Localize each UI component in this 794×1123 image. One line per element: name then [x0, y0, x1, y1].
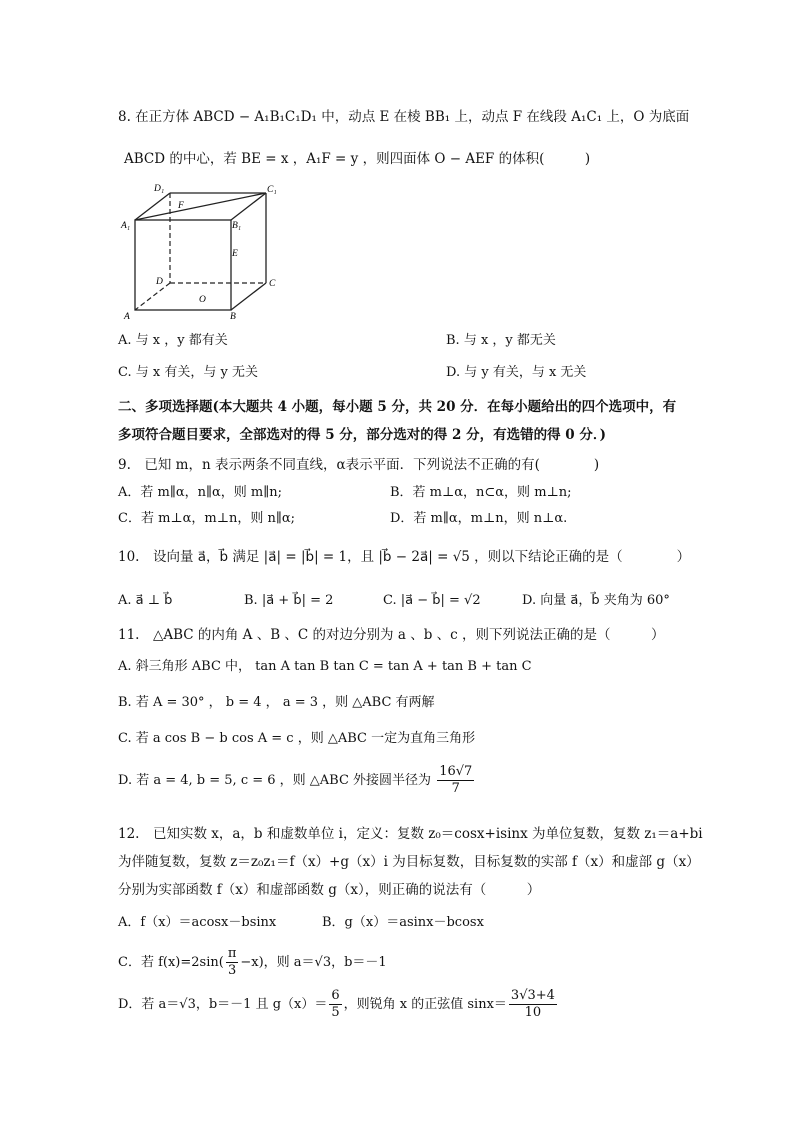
q10-option-c: C. |a⃗ − b⃗| = √2 [383, 593, 481, 608]
q12-option-d-mid: ，则锐角 x 的正弦值 sinx＝ [343, 997, 507, 1012]
q9-option-c: C．若 m⊥α，m⊥n，则 n∥α; [118, 511, 296, 526]
label-A1: A₁ [121, 221, 131, 231]
section2-heading-line2: 多项符合题目要求，全部选对的得 5 分，部分选对的得 2 分，有选错的得 0 分．) [118, 427, 607, 443]
q11-option-d-text: D. 若 a = 4, b = 5, c = 6 ，则 △ABC 外接圆半径为 [118, 773, 432, 788]
q9-stem: 9. 已知 m，n 表示两条不同直线，α表示平面．下列说法不正确的有( ) [118, 457, 600, 473]
q11-option-d-fraction [437, 764, 474, 797]
q10-option-d: D. 向量 a⃗，b⃗ 夹角为 60° [522, 593, 670, 608]
q12-d-numerator-1: 6 [331, 988, 340, 1003]
label-E: E [232, 249, 238, 259]
q11-fraction-denominator: 7 [451, 781, 460, 796]
q8-option-c: C. 与 x 有关，与 y 无关 [118, 365, 258, 380]
label-A: A [124, 312, 130, 322]
q12-stem-line1: 12. 已知实数 x，a，b 和虚数单位 i，定义：复数 z₀＝cosx+isinx 为单位复数，复数 z₁＝a+bi [118, 826, 703, 842]
q12-option-c [118, 946, 387, 979]
label-F: F [178, 201, 184, 211]
q10-stem: 10. 设向量 a⃗，b⃗ 满足 |a⃗| = |b⃗| = 1，且 |b⃗ − 2a⃗| = √5 ，则以下结论正确的是（ ） [118, 549, 691, 565]
q12-stem-line3: 分别为实部函数 f（x）和虚部函数 g（x），则正确的说法有（ ） [118, 882, 541, 898]
label-B1: B₁ [232, 221, 242, 231]
q12-d-fraction-1 [329, 988, 341, 1021]
q11-option-d [118, 764, 476, 797]
q8-option-b: B. 与 x ，y 都无关 [446, 333, 556, 348]
q10-option-a: A. a⃗ ⊥ b⃗ [118, 593, 173, 608]
q12-option-b: B．g（x）＝asinx－bcosx [322, 915, 484, 930]
cube-figure [115, 180, 285, 325]
label-D1: D₁ [154, 184, 165, 194]
q9-option-a: A．若 m∥α，n∥α，则 m∥n; [118, 485, 283, 500]
q12-option-d [118, 988, 559, 1021]
q12-option-c-fraction [226, 946, 239, 979]
label-D: D [156, 277, 163, 287]
section2-heading-part2: 在每小题给出的四个选项中，有 [487, 399, 677, 415]
q12-stem-line2: 为伴随复数，复数 z＝z₀z₁＝f（x）+g（x）i 为目标复数，目标复数的实部 f（x）和虚部 g（x） [118, 854, 700, 870]
q8-option-a: A. 与 x ，y 都有关 [118, 333, 228, 348]
q12-d-fraction-2 [509, 988, 557, 1021]
q12-option-c-post: −x)，则 a＝√3，b＝－1 [240, 955, 387, 970]
label-C1: C₁ [267, 185, 277, 195]
q12-c-denominator: 3 [227, 963, 237, 978]
q8-option-d: D. 与 y 有关，与 x 无关 [446, 365, 587, 380]
q9-option-b: B．若 m⊥α，n⊂α，则 m⊥n; [390, 485, 572, 500]
q9-option-d: D．若 m∥α，m⊥n，则 n⊥α. [390, 511, 568, 526]
q12-d-numerator-2: 3√3+4 [510, 988, 555, 1003]
section2-heading-part1: 二、多项选择题(本大题共 4 小题，每小题 5 分，共 20 分． [118, 399, 488, 415]
q11-stem: 11. △ABC 的内角 A 、B 、C 的对边分别为 a 、b 、c ，则下列说法正确的是（ ） [118, 627, 665, 643]
q11-option-b: B. 若 A = 30° ， b = 4 ， a = 3 ，则 △ABC 有两解 [118, 695, 435, 710]
q12-option-c-pre: C．若 f(x)=2sin( [118, 955, 224, 970]
label-B: B [230, 312, 236, 322]
q8-stem-line1: 8. 在正方体 ABCD − A₁B₁C₁D₁ 中，动点 E 在棱 BB₁ 上，动点 F 在线段 A₁C₁ 上，O 为底面 [118, 109, 690, 125]
section2-heading-line1 [118, 398, 676, 416]
q11-option-c: C. 若 a cos B − b cos A = c ，则 △ABC 一定为直角三角形 [118, 731, 476, 746]
q8-stem-line2: ABCD 的中心，若 BE = x ，A₁F = y ，则四面体 O − AEF 的体积( ) [124, 151, 591, 167]
label-C: C [269, 279, 276, 289]
q11-option-a: A. 斜三角形 ABC 中， tan A tan B tan C = tan A + tan B + tan C [118, 659, 532, 674]
q10-option-b: B. |a⃗ + b⃗| = 2 [244, 593, 334, 608]
q12-d-denominator-1: 5 [331, 1005, 340, 1020]
q12-option-d-pre: D．若 a＝√3，b＝－1 且 g（x）＝ [118, 997, 328, 1012]
q12-c-numerator: π [227, 946, 237, 961]
q12-d-denominator-2: 10 [524, 1005, 542, 1020]
label-O: O [199, 295, 206, 305]
q11-fraction-numerator: 16√7 [439, 764, 473, 779]
q12-option-a: A．f（x）＝acosx－bsinx [118, 915, 277, 930]
